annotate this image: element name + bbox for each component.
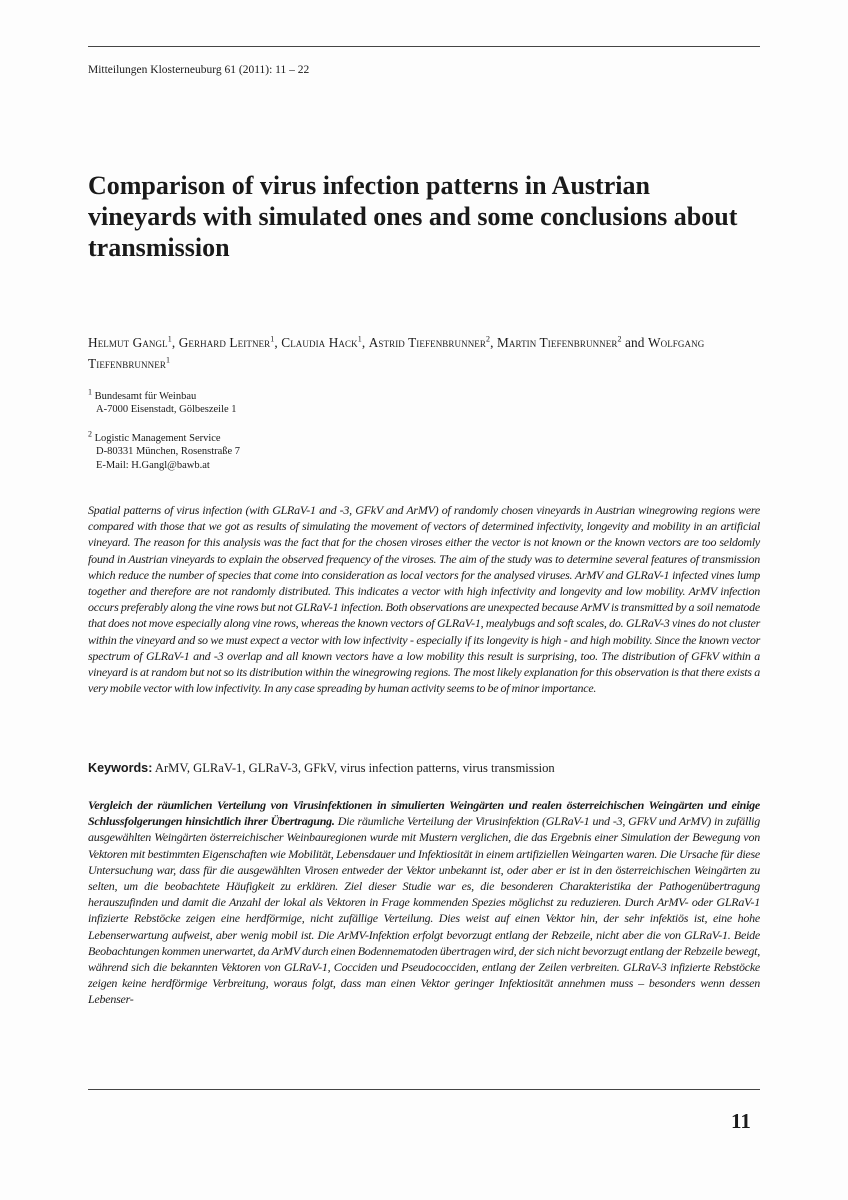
german-title: Vergleich der räumlichen Verteilung von Virusinfektionen in simulierten Weingärten und realen österreichischen Weingärten und einige Schlussfolgerungen hinsichtlich ihrer Übertragung.	[88, 798, 760, 829]
german-text: Die räumliche Verteilung der Virusinfektion (GLRaV-1 und -3, GFkV und ArMV) in zufällig ausgewählten Weingärten österreichischer Weinbauregionen wurde mit Mustern verglichen, die das Ergebnis einer Simulation der Bewegung von Vektoren mit bestimmten Eigenschaften wie Mobilität, Lebensdauer und Infektiosität in einem artifiziellen Weingarten waren. Die Ursache für diese Untersuchung war, dass für die ausgewählten Virosen entweder der Vektor unbekannt ist, oder aber er ist in den österreichischen Weingärten zu selten, um die beobachtete Häufigkeit zu erklären. Ziel dieser Studie war es, die besonderen Charakteristika der Pathogenübertragung herauszufinden und damit die Anzahl der lokal als Vektoren in Frage kommenden Spezies möglichst zu reduzieren. Durch ArMV- oder GLRaV-1 infizierte Rebstöcke zeigen eine herdförmige, nicht zufällige Verteilung. Dies weist auf einen Vektor hin, der sehr infektiös ist, eine hohe Lebenserwartung aufweist, aber wenig mobil ist. Die ArMV-Infektion erfolgt bevorzugt entlang der Rebzeile, nicht aber die von GLRaV-1. Beide Beobachtungen kommen unerwartet, da ArMV durch einen Bodennematoden übertragen wird, der sich nicht bevorzugt entlang der Rebzeile bewegt, während sich die bekannten Vektoren von GLRaV-1, Cocciden und Pseudococciden, entlang der Zeilen verbreiten. GLRaV-3 infizierte Rebstöcke zeigen keine herdförmige Verbreitung, woraus folgt, dass man einen Vektor geringer Infektiosität annehmen muss – besonders wenn dessen Lebenser-	[88, 814, 761, 1007]
author-separator: ,	[274, 335, 282, 350]
keywords-label: Keywords:	[88, 761, 153, 775]
footer-rule	[88, 1089, 760, 1090]
affiliation-mark: 1	[88, 387, 92, 397]
author-affiliation-mark: 1	[357, 334, 362, 344]
author-separator: and	[621, 335, 648, 350]
author-separator: ,	[171, 335, 179, 350]
author-name: Wolfgang Tiefenbrunner	[88, 335, 705, 371]
author-affiliation-mark: 1	[270, 334, 275, 344]
author-name: Helmut Gangl	[88, 335, 168, 350]
author-separator: ,	[361, 335, 369, 350]
author-affiliation-mark: 2	[617, 334, 622, 344]
author-name: Gerhard Leitner	[178, 335, 271, 350]
author-name: Claudia Hack	[281, 335, 358, 350]
affiliation-mark: 2	[88, 429, 92, 439]
author-list	[88, 333, 760, 374]
affiliation-line: $^2$ Logistic Management Service	[88, 429, 221, 444]
paper-title: Comparison of virus infection patterns in Austrian vineyards with simulated ones and some conclusions about transmission	[88, 171, 738, 262]
affiliation-line: D-80331 München, Rosenstraße 7	[96, 446, 241, 458]
author-name: Martin Tiefenbrunner	[496, 335, 618, 350]
header-rule	[88, 46, 760, 47]
keywords	[88, 761, 555, 776]
author-affiliation-mark: 2	[486, 334, 491, 344]
page-number: 11	[731, 1109, 751, 1133]
author-separator: ,	[490, 335, 497, 350]
affiliation-line: A-7000 Eisenstadt, Gölbeszeile 1	[96, 404, 237, 416]
keywords-text: ArMV, GLRaV-1, GLRaV-3, GFkV, virus infection patterns, virus transmission	[154, 761, 555, 775]
affiliation-1	[88, 387, 237, 417]
journal-citation: Mitteilungen Klosterneuburg 61 (2011): 11 – 22	[88, 64, 310, 76]
author-affiliation-mark: 1	[167, 334, 172, 344]
affiliation-2	[88, 429, 241, 472]
affiliation-line: $^1$ Bundesamt für Weinbau	[88, 387, 197, 402]
author-affiliation-mark: 1	[165, 355, 171, 365]
abstract-german	[88, 797, 760, 1008]
affiliation-email: E-Mail: H.Gangl@bawb.at	[96, 459, 210, 471]
author-name: Astrid Tiefenbrunner	[368, 335, 487, 350]
abstract-english: Spatial patterns of virus infection (with GLRaV-1 and -3, GFkV and ArMV) of randomly chosen vineyards in Austrian winegrowing regions were compared with those that we got as results of simulating the movement of vectors of determined infectivity, longevity and mobility in an artificial vineyard. The reason for this analysis was the fact that for the chosen viroses either the vector is not known or the known vectors are too seldomly found in Austrian vineyards to explain the observed frequency of the viroses. The aim of the study was to determine several features of transmission which reduce the number of species that come into consideration as local vectors for the analysed viruses. ArMV and GLRaV-1 infected vines lump together and therefore are not randomly distributed. This indicates a vector with high infectivity and longevity and low mobility. ArMV infection occurs preferably along the vine rows but not GLRaV-1 infection. Both observations are unexpected because ArMV is transmitted by a soil nematode that does not move especially along vine rows, whereas the known vectors of GLRaV-1, mealybugs and soft scales, do. GLRaV-3 vines do not cluster within the vineyard and so we must expect a vector with low infectivity - especially if its longevity is high - and high mobility. Since the known vector spectrum of GLRaV-1 and -3 overlap and all known vectors have a low mobility this result is surprising, too. The distribution of GFkV within a vineyard is at random but not so its distribution within the winegrowing regions. The most likely explanation for this observation is that there exists a very mobile vector with low infectivity. In any case spreading by human activity seems to be of minor importance.	[88, 503, 760, 696]
